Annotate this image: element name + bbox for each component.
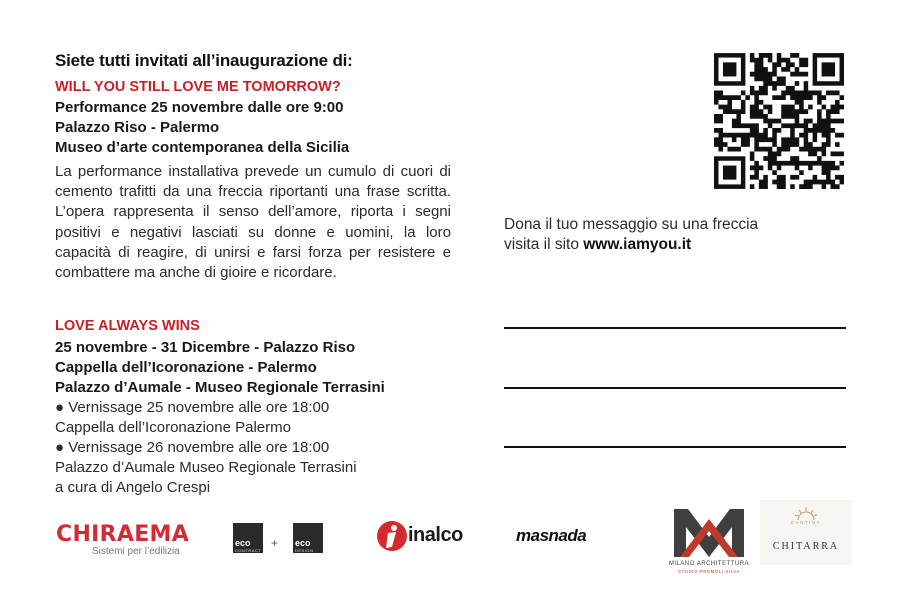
section1-line-venue: Palazzo Riso - Palermo xyxy=(55,119,220,136)
section2-title: LOVE ALWAYS WINS xyxy=(55,318,200,334)
eco-contract-logo xyxy=(233,523,263,553)
curator-credit: a cura di Angelo Crespi xyxy=(55,479,211,496)
event-vernissage-2: ● Vernissage 26 novembre alle ore 18:00 xyxy=(55,439,330,456)
milano-wordmark: MILANO ARCHITETTURA xyxy=(668,561,750,567)
qr-finder-1 xyxy=(716,55,743,83)
section1-description: La performance installativa prevede un cumulo di cuori di cemento trafitti da una freccia riportanti una frase scritta. L’opera rappresenta il senso dell’amore, riporta i segni positivi e negativi lasciati su donne e uomini, la loro capacità di reagire, di unirsi e farsi forza per resistere e combattere ma anche di gioire e ricordare. xyxy=(55,163,451,282)
chitarra-wordmark: CHITARRA xyxy=(772,541,840,552)
inalco-wordmark: inalco xyxy=(408,524,463,546)
section2-line-aumale: Palazzo d’Aumale - Museo Regionale Terrasini xyxy=(55,379,385,396)
message-line-3 xyxy=(504,446,846,448)
event-vernissage-2-venue: Palazzo d’Aumale Museo Regionale Terrasini xyxy=(55,459,357,476)
message-line-2 xyxy=(504,387,846,389)
website-link[interactable]: www.iamyou.it xyxy=(583,236,692,253)
eco-design-wordmark: eco xyxy=(295,538,311,548)
masnada-logo: masnada xyxy=(516,526,587,545)
eco-design-sub: DESIGN xyxy=(295,548,314,553)
eco-contract-wordmark: eco xyxy=(235,538,251,548)
section1-details xyxy=(55,98,349,158)
message-line-1 xyxy=(504,327,846,329)
section1-title: WILL YOU STILL LOVE ME TOMORROW? xyxy=(55,79,341,95)
donation-line: Dona il tuo messaggio su una freccia xyxy=(504,216,759,233)
event-vernissage-1-venue: Cappella dell’Icoronazione Palermo xyxy=(55,419,291,436)
inalco-i-icon xyxy=(376,520,408,552)
donation-text xyxy=(504,215,758,255)
chiraema-tagline: Sistemi per l’edilizia xyxy=(92,546,180,557)
milano-monogram-icon xyxy=(658,505,760,559)
qr-finder-3 xyxy=(716,159,743,187)
plus-sign: + xyxy=(271,536,279,550)
milano-architettura-logo xyxy=(658,505,760,577)
invitation-heading: Siete tutti invitati all’inaugurazione di: xyxy=(55,51,353,70)
cantina-chitarra-logo xyxy=(760,500,852,565)
section1-line-performance: Performance 25 novembre dalle ore 9:00 xyxy=(55,99,344,116)
chiraema-wordmark: CHIRAEMA xyxy=(56,522,190,547)
chiraema-logo xyxy=(56,522,190,560)
qr-finder-2 xyxy=(815,55,842,83)
event-vernissage-1: ● Vernissage 25 novembre alle ore 18:00 xyxy=(55,399,330,416)
inalco-logo xyxy=(376,520,481,552)
section2-line-dates: 25 novembre - 31 Dicembre - Palazzo Riso xyxy=(55,339,356,356)
donation-visit-prefix: visita il sito xyxy=(504,236,584,253)
eco-design-logo xyxy=(293,523,323,553)
section2-details xyxy=(55,338,385,498)
cantina-label: CANTINA xyxy=(790,520,822,525)
donation-visit-line xyxy=(504,235,758,255)
qr-code[interactable] xyxy=(714,53,844,189)
section1-line-museum: Museo d’arte contemporanea della Sicilia xyxy=(55,139,350,156)
eco-contract-sub: CONTRACT xyxy=(235,548,262,553)
section2-line-cappella: Cappella dell’Icoronazione - Palermo xyxy=(55,359,317,376)
milano-sub: STUDIO PREMOLI SILVA xyxy=(678,569,740,574)
